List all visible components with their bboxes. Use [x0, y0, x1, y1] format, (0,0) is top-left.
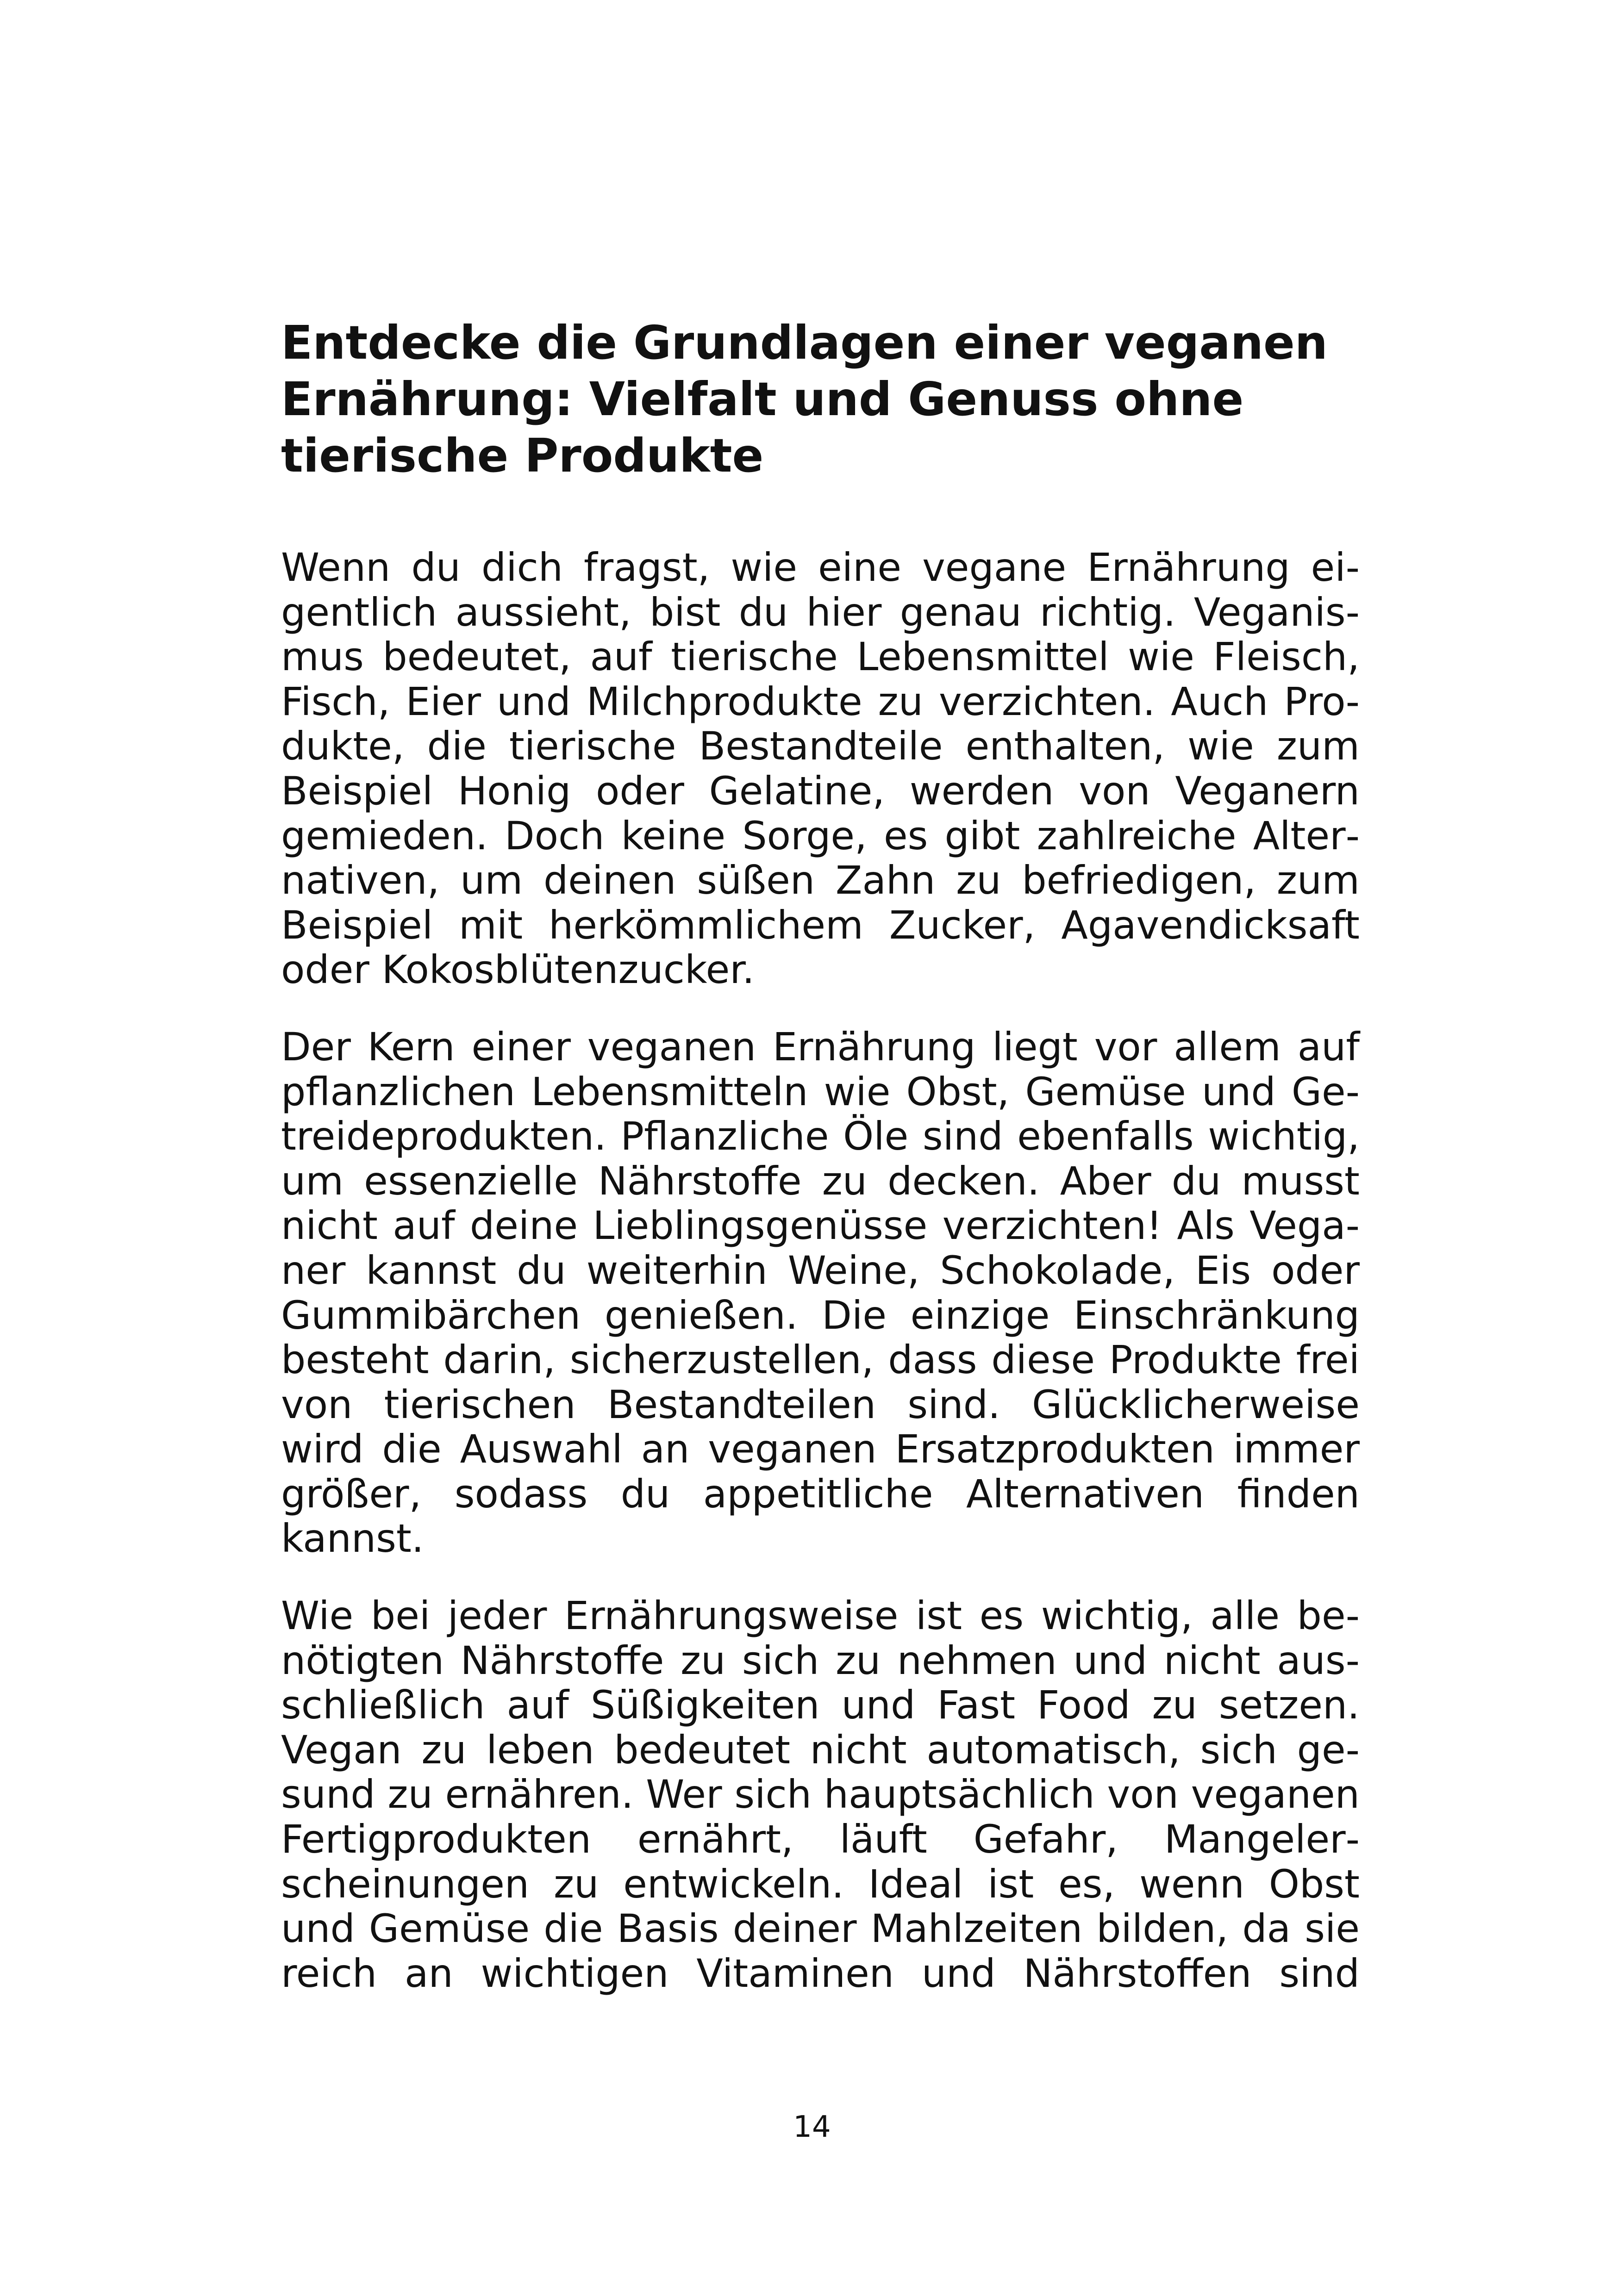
paragraph-3: Wie bei jeder Ernährungsweise ist es wichtig, alle benötigten Nährstoffe zu sich zu nehmen und nicht ausschließlich auf Süßigkeiten und Fast Food zu setzen. Vegan zu leben bedeutet nicht automatisch, sich gesund zu ernähren. Wer sich hauptsächlich von veganen Fertigprodukten ernährt, läuft Gefahr, Mangelerscheinungen zu entwickeln. Ideal ist es, wenn Obst und Gemüse die Basis deiner Mahlzeiten bilden, da sie reich an wichtigen Vitaminen und Nährstoffen sind — [281, 1593, 1360, 1996]
chapter-heading: Entdecke die Grundlagen einer veganen Ernährung: Vielfalt und Genuss ohne tierische Produkte — [281, 316, 1328, 483]
paragraph-2: Der Kern einer veganen Ernährung liegt vor allem auf pflanzlichen Lebensmitteln wie Obst, Gemüse und Getreideprodukten. Pflanzliche Öle sind ebenfalls wichtig, um essenzielle Nährstoffe zu decken. Aber du musst nicht auf deine Lieblingsgenüsse verzichten! Als Veganer kannst du weiterhin Weine, Schokolade, Eis oder Gummibärchen genießen. Die einzige Einschränkung besteht darin, sicherzustellen, dass diese Produkte frei von tierischen Bestandteilen sind. Glücklicherweise wird die Auswahl an veganen Ersatzprodukten immer größer, sodass du appetitliche Alternativen finden kannst. — [281, 1024, 1360, 1562]
page-number: 14 — [793, 2110, 831, 2144]
body-text — [281, 545, 1360, 1996]
paragraph-1: Wenn du dich fragst, wie eine vegane Ernährung eigentlich aussieht, bist du hier genau richtig. Veganismus bedeutet, auf tierische Lebensmittel wie Fleisch, Fisch, Eier und Milchprodukte zu verzichten. Auch Produkte, die tierische Bestandteile enthalten, wie zum Beispiel Honig oder Gelatine, werden von Veganern gemieden. Doch keine Sorge, es gibt zahlreiche Alternativen, um deinen süßen Zahn zu befriedigen, zum Beispiel mit herkömmlichem Zucker, Agavendicksaft oder Kokosblütenzucker. — [281, 545, 1360, 993]
